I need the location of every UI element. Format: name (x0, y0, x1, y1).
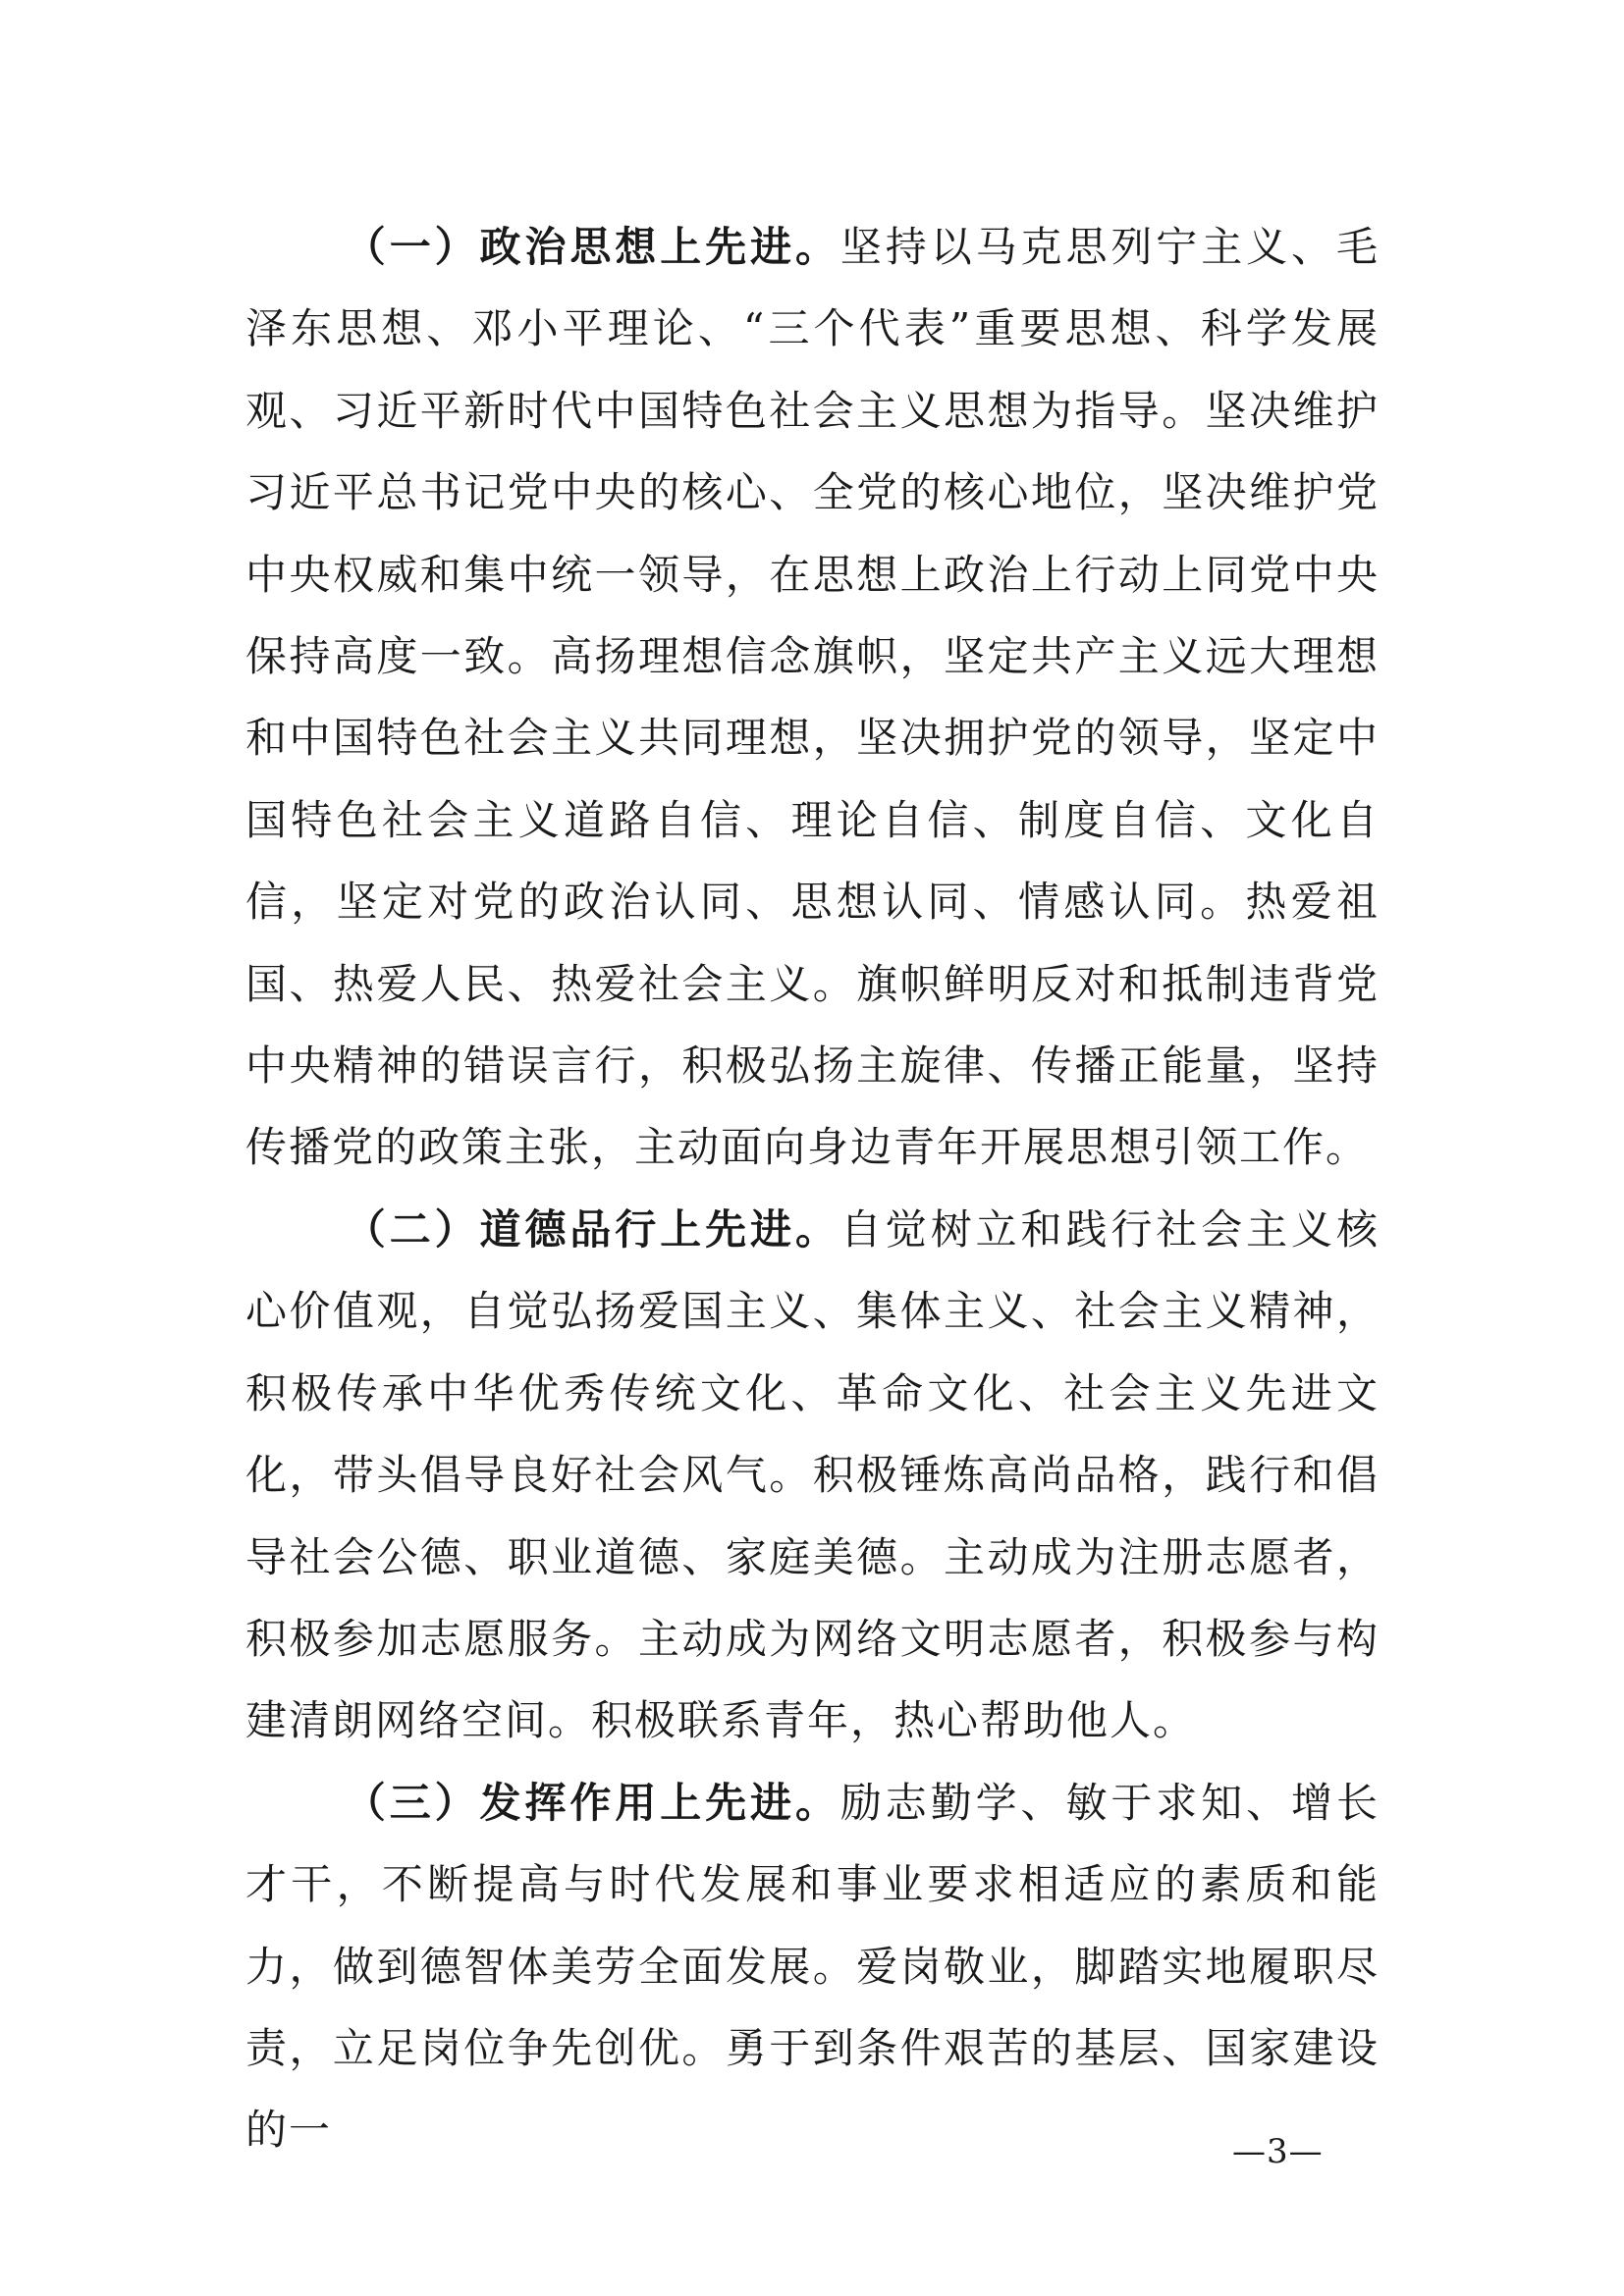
document-body (245, 206, 1380, 2171)
section-body-2: 自觉树立和践行社会主义核心价值观，自觉弘扬爱国主义、集体主义、社会主义精神，积极传承中华优秀传统文化、革命文化、社会主义先进文化，带头倡导良好社会风气。积极锤炼高尚品格，践行和倡导社会公德、职业道德、家庭美德。主动成为注册志愿者，积极参加志愿服务。主动成为网络文明志愿者，积极参与构建清朗网络空间。积极联系青年，热心帮助他人。 (245, 1204, 1380, 1745)
section-heading-3: （三）发挥作用上先进。 (344, 1778, 840, 1827)
section-heading-2: （二）道德品行上先进。 (344, 1204, 840, 1254)
paragraph-role-played (245, 1762, 1380, 2171)
paragraph-moral-conduct (245, 1189, 1380, 1762)
section-heading-1: （一）政治思想上先进。 (344, 223, 840, 271)
page-number: —3— (1232, 2132, 1324, 2171)
paragraph-political-thought (245, 206, 1380, 1189)
section-body-1: 坚持以马克思列宁主义、毛泽东思想、邓小平理论、“三个代表”重要思想、科学发展观、习近平新时代中国特色社会主义思想为指导。坚决维护习近平总书记党中央的核心、全党的核心地位，坚决维护党中央权威和集中统一领导，在思想上政治上行动上同党中央保持高度一致。高扬理想信念旗帜，坚定共产主义远大理想和中国特色社会主义共同理想，坚决拥护党的领导，坚定中国特色社会主义道路自信、理论自信、制度自信、文化自信，坚定对党的政治认同、思想认同、情感认同。热爱祖国、热爱人民、热爱社会主义。旗帜鲜明反对和抵制违背党中央精神的错误言行，积极弘扬主旋律、传播正能量，坚持传播党的政策主张，主动面向身边青年开展思想引领工作。 (245, 223, 1380, 1172)
section-body-3: 励志勤学、敏于求知、增长才干，不断提高与时代发展和事业要求相适应的素质和能力，做到德智体美劳全面发展。爱岗敬业，脚踏实地履职尽责，立足岗位争先创优。勇于到条件艰苦的基层、国家建设的一 (245, 1778, 1380, 2155)
